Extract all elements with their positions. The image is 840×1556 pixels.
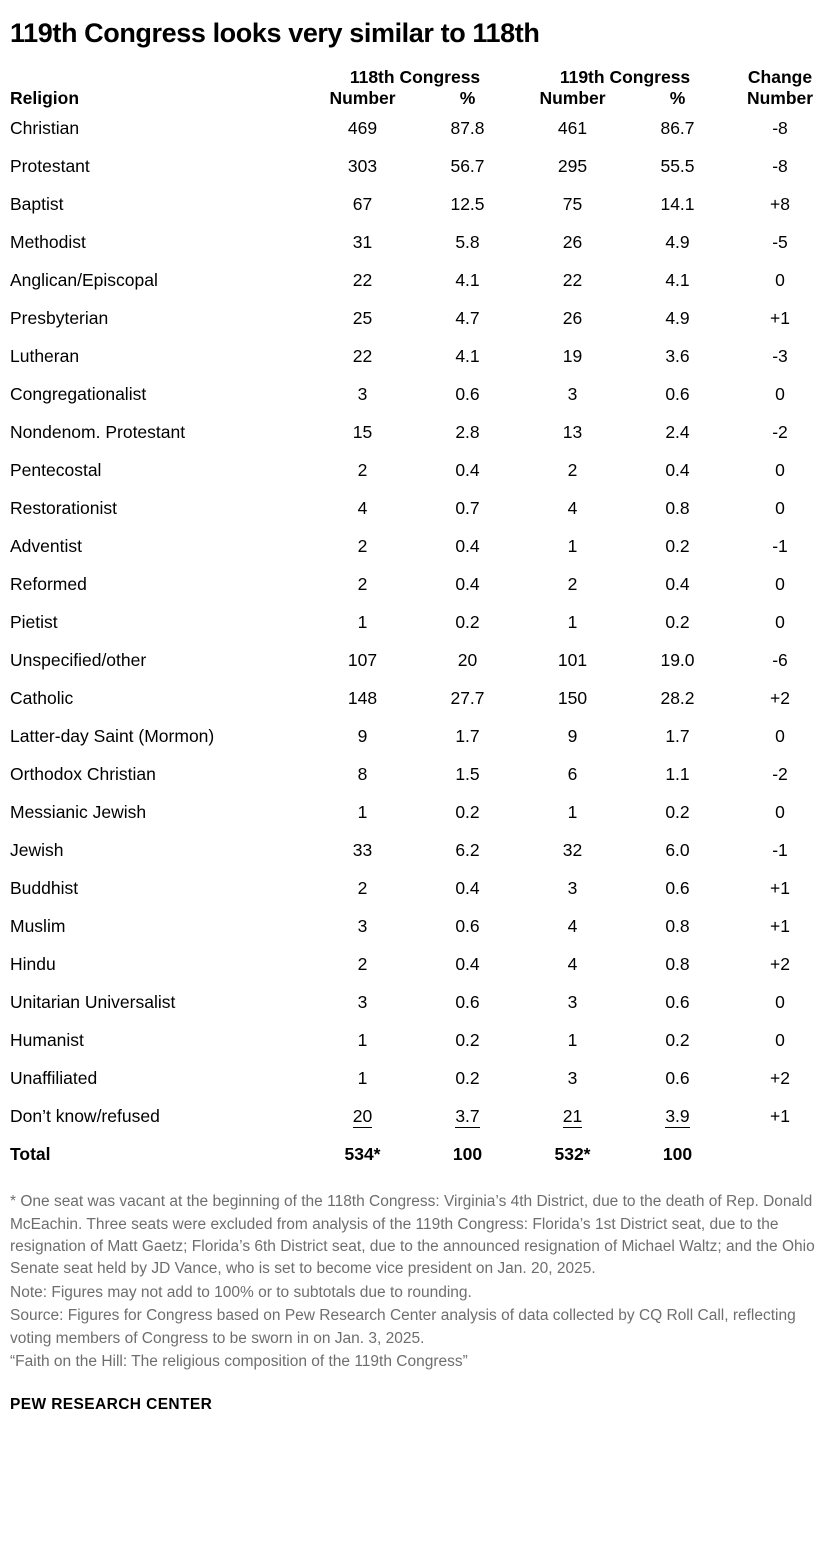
- cell-119-number: 532*: [554, 1144, 591, 1165]
- cell-change: 0: [775, 498, 785, 519]
- table-row: [10, 565, 830, 603]
- cell-change: +2: [770, 954, 790, 975]
- cell-118-number: 33: [352, 840, 373, 861]
- cell-change: +1: [770, 916, 790, 937]
- row-label: Adventist: [10, 536, 82, 557]
- cell-change: 0: [775, 460, 785, 481]
- row-label: Anglican/Episcopal: [10, 270, 158, 291]
- table-row: [10, 375, 830, 413]
- cell-119-number: 295: [557, 156, 588, 177]
- cell-118-number: 303: [347, 156, 378, 177]
- row-label: Catholic: [10, 688, 74, 709]
- cell-119-number: 1: [567, 536, 578, 557]
- table-subheader-row: [10, 88, 830, 109]
- cell-118-percent: 20: [457, 650, 478, 671]
- row-label: Congregationalist: [10, 384, 147, 405]
- cell-change: 0: [775, 1030, 785, 1051]
- row-label: Unitarian Universalist: [10, 992, 176, 1013]
- row-label: Messianic Jewish: [10, 802, 147, 823]
- cell-118-number: 148: [347, 688, 378, 709]
- cell-119-number: 2: [567, 460, 578, 481]
- table-row: [10, 869, 830, 907]
- cell-118-percent: 0.7: [455, 498, 480, 519]
- row-label: Orthodox Christian: [10, 764, 156, 785]
- cell-118-percent: 0.4: [455, 878, 480, 899]
- cell-118-percent: 0.6: [455, 916, 480, 937]
- cell-118-number: 8: [357, 764, 368, 785]
- cell-118-number: 22: [352, 346, 373, 367]
- religion-composition-table: [10, 67, 830, 1173]
- cell-118-percent: 0.4: [455, 574, 480, 595]
- group-header-118: 118th Congress: [349, 67, 481, 88]
- cell-119-number: 3: [567, 878, 578, 899]
- cell-119-percent: 0.6: [665, 384, 690, 405]
- cell-119-number: 1: [567, 1030, 578, 1051]
- cell-change: -1: [772, 840, 788, 861]
- cell-change: +1: [770, 878, 790, 899]
- table-row: [10, 717, 830, 755]
- cell-119-number: 1: [567, 612, 578, 633]
- cell-119-percent: 0.4: [665, 574, 690, 595]
- cell-119-percent: 4.1: [665, 270, 690, 291]
- cell-119-percent: 3.9: [665, 1106, 690, 1127]
- footnote-source: Source: Figures for Congress based on Pew Research Center analysis of data collected by CQ Roll Call, reflecting voting members of Congress to be sworn in on Jan. 3, 2025.: [10, 1307, 796, 1347]
- cell-119-percent: 0.6: [665, 1068, 690, 1089]
- cell-119-percent: 3.6: [665, 346, 690, 367]
- cell-change: +2: [770, 1068, 790, 1089]
- cell-118-percent: 5.8: [455, 232, 480, 253]
- cell-118-percent: 0.4: [455, 536, 480, 557]
- cell-118-number: 3: [357, 384, 368, 405]
- cell-118-number: 2: [357, 460, 368, 481]
- footnote-report-title: “Faith on the Hill: The religious composition of the 119th Congress”: [10, 1353, 468, 1371]
- cell-118-number: 3: [357, 916, 368, 937]
- cell-119-percent: 0.6: [665, 878, 690, 899]
- cell-119-percent: 19.0: [660, 650, 695, 671]
- row-label: Lutheran: [10, 346, 80, 367]
- table-row: [10, 907, 830, 945]
- cell-118-percent: 4.1: [455, 346, 480, 367]
- cell-118-percent: 1.5: [455, 764, 480, 785]
- cell-118-percent: 3.7: [455, 1106, 480, 1127]
- cell-119-percent: 0.2: [665, 536, 690, 557]
- table-row: [10, 679, 830, 717]
- table-row: [10, 1059, 830, 1097]
- cell-119-number: 13: [562, 422, 583, 443]
- cell-119-number: 26: [562, 308, 583, 329]
- cell-119-number: 22: [562, 270, 583, 291]
- table-row: [10, 603, 830, 641]
- cell-119-number: 3: [567, 1068, 578, 1089]
- cell-119-number: 3: [567, 384, 578, 405]
- table-row: [10, 299, 830, 337]
- cell-change: 0: [775, 726, 785, 747]
- cell-119-number: 75: [562, 194, 583, 215]
- cell-118-percent: 0.6: [455, 992, 480, 1013]
- table-row: [10, 755, 830, 793]
- cell-118-number: 67: [352, 194, 373, 215]
- cell-119-percent: 28.2: [660, 688, 695, 709]
- cell-119-percent: 14.1: [660, 194, 695, 215]
- table-row: [10, 451, 830, 489]
- cell-119-number: 3: [567, 992, 578, 1013]
- group-header-spacer: [10, 67, 310, 88]
- table-row: [10, 641, 830, 679]
- column-header-religion: Religion: [10, 88, 80, 109]
- row-label: Pietist: [10, 612, 58, 633]
- cell-change: +8: [770, 194, 790, 215]
- row-label: Don’t know/refused: [10, 1106, 160, 1127]
- cell-118-percent: 0.2: [455, 1068, 480, 1089]
- group-header-change: Change: [747, 67, 813, 88]
- cell-118-number: 2: [357, 954, 368, 975]
- cell-119-percent: 0.8: [665, 916, 690, 937]
- row-label: Total: [10, 1144, 51, 1165]
- cell-118-number: 534*: [344, 1144, 381, 1165]
- cell-119-number: 2: [567, 574, 578, 595]
- cell-118-number: 25: [352, 308, 373, 329]
- cell-change: -6: [772, 650, 788, 671]
- cell-118-percent: 1.7: [455, 726, 480, 747]
- cell-118-number: 1: [357, 612, 368, 633]
- cell-118-number: 4: [357, 498, 368, 519]
- cell-119-number: 1: [567, 802, 578, 823]
- row-label: Restorationist: [10, 498, 117, 519]
- cell-119-number: 101: [557, 650, 588, 671]
- cell-118-number: 1: [357, 1068, 368, 1089]
- cell-119-percent: 6.0: [665, 840, 690, 861]
- cell-change: +2: [770, 688, 790, 709]
- cell-119-number: 19: [562, 346, 583, 367]
- cell-119-number: 461: [557, 118, 588, 139]
- table-group-header-row: [10, 67, 830, 88]
- column-header-119-number: Number: [539, 88, 606, 109]
- cell-118-number: 1: [357, 802, 368, 823]
- cell-118-percent: 4.1: [455, 270, 480, 291]
- cell-119-percent: 55.5: [660, 156, 695, 177]
- table-row: [10, 413, 830, 451]
- cell-118-percent: 0.4: [455, 460, 480, 481]
- cell-118-number: 31: [352, 232, 373, 253]
- row-label: Humanist: [10, 1030, 84, 1051]
- cell-119-number: 4: [567, 916, 578, 937]
- footnotes: [10, 1191, 830, 1374]
- table-row: [10, 527, 830, 565]
- cell-119-number: 150: [557, 688, 588, 709]
- row-label: Jewish: [10, 840, 64, 861]
- cell-118-percent: 12.5: [450, 194, 485, 215]
- cell-119-percent: 0.8: [665, 498, 690, 519]
- cell-119-percent: 100: [662, 1144, 693, 1165]
- table-row: [10, 261, 830, 299]
- column-header-change-number: Number: [746, 88, 814, 109]
- cell-118-percent: 0.2: [455, 802, 480, 823]
- cell-change: -8: [772, 156, 788, 177]
- table-row: [10, 185, 830, 223]
- cell-118-percent: 0.2: [455, 1030, 480, 1051]
- row-label: Buddhist: [10, 878, 79, 899]
- table-row: [10, 1135, 830, 1173]
- cell-118-percent: 2.8: [455, 422, 480, 443]
- cell-119-percent: 1.7: [665, 726, 690, 747]
- group-header-119: 119th Congress: [559, 67, 691, 88]
- row-label: Nondenom. Protestant: [10, 422, 186, 443]
- cell-118-number: 15: [352, 422, 373, 443]
- row-label: Christian: [10, 118, 80, 139]
- row-label: Baptist: [10, 194, 64, 215]
- cell-118-number: 107: [347, 650, 378, 671]
- cell-119-number: 21: [562, 1106, 583, 1127]
- table-row: [10, 223, 830, 261]
- table-row: [10, 1097, 830, 1135]
- cell-change: 0: [775, 270, 785, 291]
- cell-118-percent: 0.2: [455, 612, 480, 633]
- row-label: Protestant: [10, 156, 90, 177]
- cell-change: -1: [772, 536, 788, 557]
- cell-118-percent: 27.7: [450, 688, 485, 709]
- cell-119-percent: 4.9: [665, 308, 690, 329]
- table-body: [10, 109, 830, 1173]
- cell-119-number: 6: [567, 764, 578, 785]
- cell-change: [730, 1135, 830, 1173]
- cell-118-number: 9: [357, 726, 368, 747]
- cell-change: -5: [772, 232, 788, 253]
- cell-119-number: 4: [567, 498, 578, 519]
- cell-118-number: 22: [352, 270, 373, 291]
- cell-118-number: 2: [357, 536, 368, 557]
- cell-118-percent: 0.6: [455, 384, 480, 405]
- cell-119-percent: 1.1: [665, 764, 690, 785]
- cell-change: 0: [775, 384, 785, 405]
- table-head: [10, 67, 830, 109]
- row-label: Reformed: [10, 574, 87, 595]
- cell-119-number: 32: [562, 840, 583, 861]
- cell-118-percent: 0.4: [455, 954, 480, 975]
- cell-change: 0: [775, 802, 785, 823]
- cell-119-percent: 4.9: [665, 232, 690, 253]
- column-header-119-percent: %: [669, 88, 686, 109]
- column-header-118-percent: %: [459, 88, 476, 109]
- cell-119-percent: 86.7: [660, 118, 695, 139]
- row-label: Methodist: [10, 232, 86, 253]
- row-label: Muslim: [10, 916, 66, 937]
- page-title: 119th Congress looks very similar to 118th: [10, 18, 540, 48]
- footnote-asterisk: * One seat was vacant at the beginning of the 118th Congress: Virginia’s 4th District, due to the death of Rep. Donald McEachin. Three seats were excluded from analysis of the 119th Congress: Florida’s 1st District seat, due to the resignation of Matt Gaetz; Florida’s 6th District seat, due to the announced resignation of Michael Waltz; and the Ohio Senate seat held by JD Vance, who is set to become vice president on Jan. 20, 2025.: [10, 1193, 815, 1278]
- cell-118-number: 2: [357, 878, 368, 899]
- cell-118-number: 2: [357, 574, 368, 595]
- cell-119-percent: 0.2: [665, 1030, 690, 1051]
- cell-118-number: 1: [357, 1030, 368, 1051]
- table-row: [10, 793, 830, 831]
- cell-118-number: 469: [347, 118, 378, 139]
- row-label: Latter-day Saint (Mormon): [10, 726, 215, 747]
- cell-118-percent: 4.7: [455, 308, 480, 329]
- cell-119-percent: 0.8: [665, 954, 690, 975]
- cell-change: 0: [775, 612, 785, 633]
- cell-119-percent: 0.2: [665, 802, 690, 823]
- table-row: [10, 831, 830, 869]
- table-row: [10, 489, 830, 527]
- cell-118-percent: 6.2: [455, 840, 480, 861]
- cell-118-number: 20: [352, 1106, 373, 1127]
- cell-change: -8: [772, 118, 788, 139]
- cell-118-percent: 87.8: [450, 118, 485, 139]
- cell-119-number: 4: [567, 954, 578, 975]
- row-label: Unspecified/other: [10, 650, 147, 671]
- cell-change: 0: [775, 992, 785, 1013]
- table-row: [10, 147, 830, 185]
- row-label: Hindu: [10, 954, 56, 975]
- row-label: Presbyterian: [10, 308, 109, 329]
- cell-change: -2: [772, 764, 788, 785]
- row-label: Pentecostal: [10, 460, 102, 481]
- cell-change: -3: [772, 346, 788, 367]
- cell-119-number: 26: [562, 232, 583, 253]
- table-row: [10, 1021, 830, 1059]
- brand-label: PEW RESEARCH CENTER: [10, 1395, 213, 1413]
- cell-118-percent: 100: [452, 1144, 483, 1165]
- row-label: Unaffiliated: [10, 1068, 98, 1089]
- cell-119-number: 9: [567, 726, 578, 747]
- cell-119-percent: 0.4: [665, 460, 690, 481]
- table-row: [10, 945, 830, 983]
- column-header-118-number: Number: [329, 88, 396, 109]
- cell-119-percent: 0.6: [665, 992, 690, 1013]
- cell-change: +1: [770, 308, 790, 329]
- footnote-note: Note: Figures may not add to 100% or to subtotals due to rounding.: [10, 1283, 472, 1301]
- cell-118-number: 3: [357, 992, 368, 1013]
- cell-change: -2: [772, 422, 788, 443]
- cell-change: 0: [775, 574, 785, 595]
- cell-118-percent: 56.7: [450, 156, 485, 177]
- cell-119-percent: 0.2: [665, 612, 690, 633]
- table-row: [10, 983, 830, 1021]
- cell-change: +1: [770, 1106, 790, 1127]
- table-row: [10, 109, 830, 147]
- cell-119-percent: 2.4: [665, 422, 690, 443]
- table-row: [10, 337, 830, 375]
